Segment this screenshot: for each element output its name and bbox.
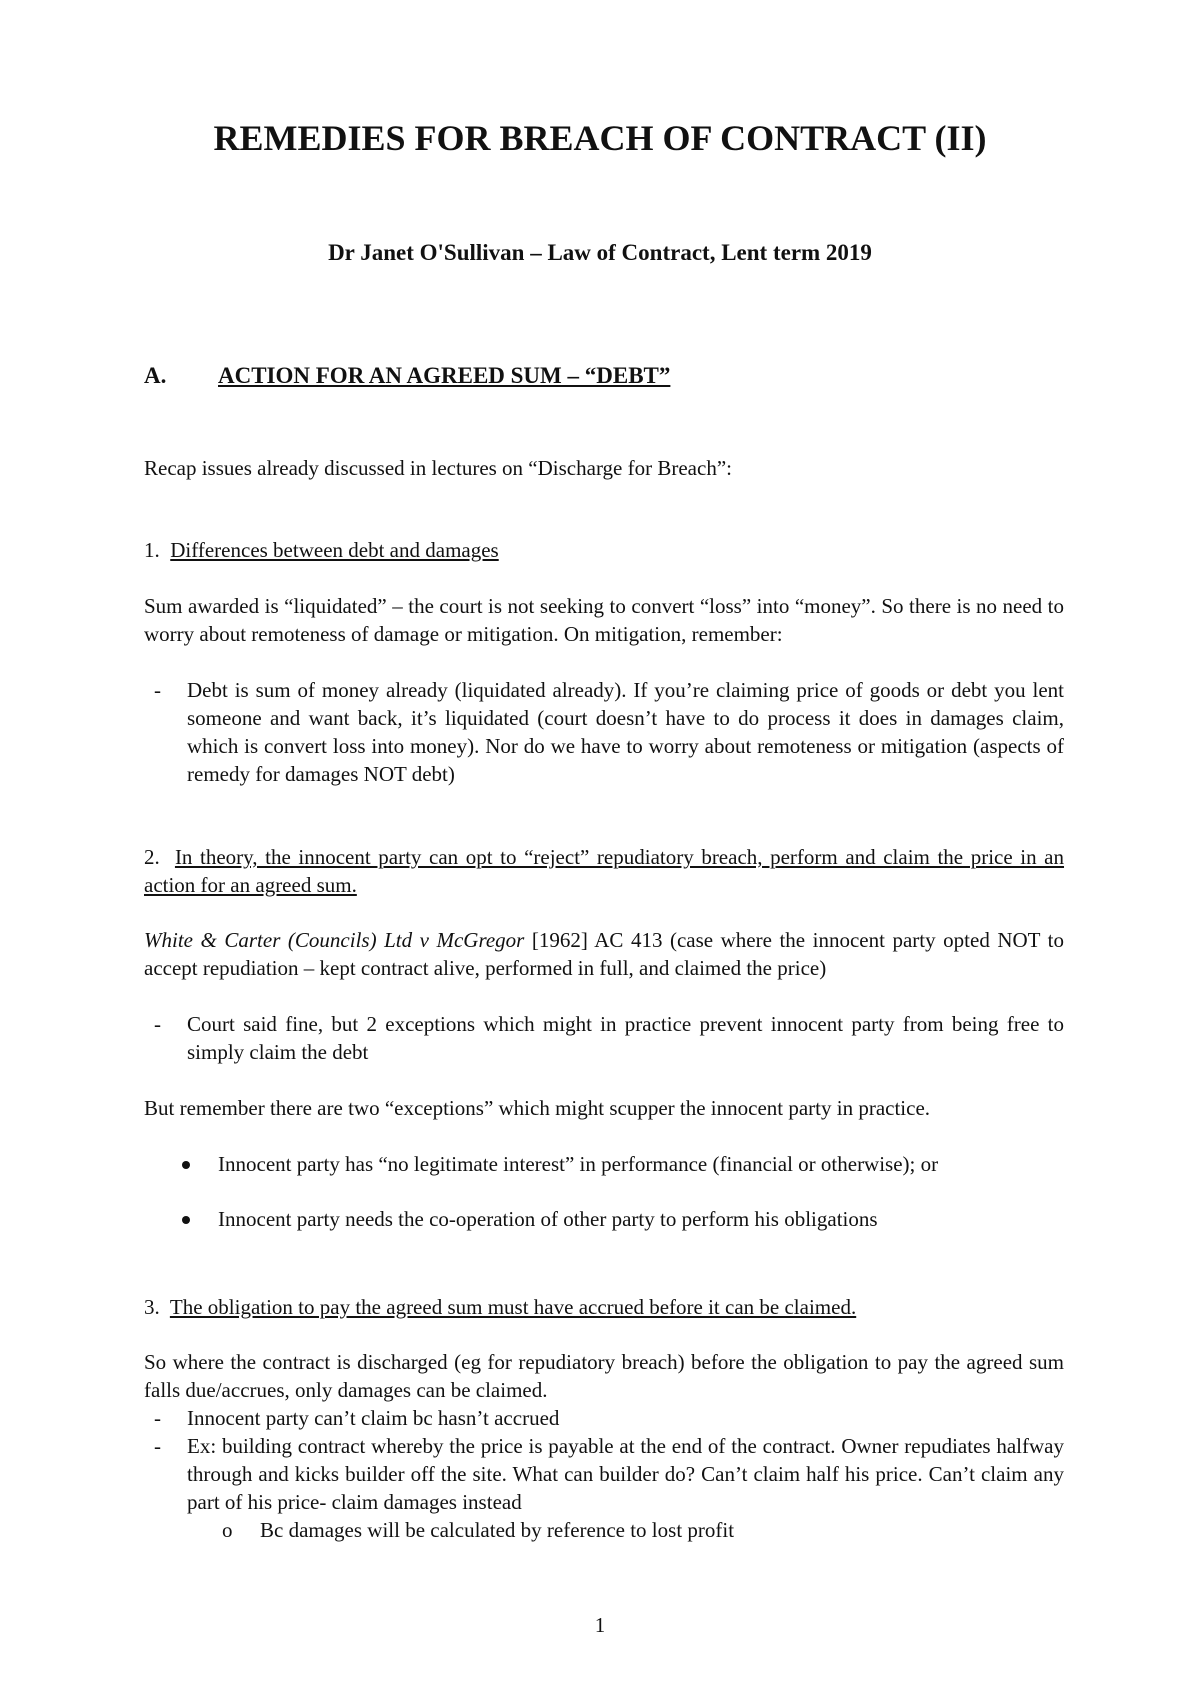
list-item: [144, 1010, 1064, 1066]
section-heading-text: ACTION FOR AN AGREED SUM – “DEBT”: [218, 363, 671, 388]
document-subtitle: Dr Janet O'Sullivan – Law of Contract, Lent term 2019: [328, 240, 872, 265]
case-paragraph: [144, 926, 1064, 982]
list-item: [144, 1432, 1064, 1516]
bullet-text: Innocent party has “no legitimate interest” in performance (financial or otherwise); or: [218, 1152, 939, 1176]
recap-paragraph: Recap issues already discussed in lectures on “Discharge for Breach”:: [144, 456, 732, 480]
bullet-icon: [182, 1161, 190, 1169]
point-heading-text: In theory, the innocent party can opt to “reject” repudiatory breach, perform and claim the price in an action for an agreed sum.: [144, 845, 1065, 897]
point-3-heading: [144, 1293, 1064, 1321]
remember-paragraph: But remember there are two “exceptions” which might scupper the innocent party in practice.: [144, 1096, 931, 1120]
case-name: White & Carter (Councils) Ltd v McGregor: [144, 928, 525, 952]
sub-list-item: [222, 1516, 1062, 1544]
point-heading-text: The obligation to pay the agreed sum must have accrued before it can be claimed.: [169, 1295, 857, 1319]
section-letter: A.: [144, 363, 167, 388]
section-a-heading: [144, 361, 670, 391]
list-item: [144, 676, 1064, 788]
list-item-text: Debt is sum of money already (liquidated already). If you’re claiming price of goods or debt you lent someone and want back, it’s liquidated (court doesn’t have to do process it does in damages claim, which is convert loss into money). Nor do we have to worry about remoteness or mitigation (aspects of remedy for damages NOT debt): [187, 678, 1064, 786]
point-3-body: So where the contract is discharged (eg for repudiatory breach) before the obligation to pay the agreed sum falls due/accrues, only damages can be claimed.: [144, 1350, 1064, 1402]
point-number: 1.: [144, 538, 160, 562]
dash-marker: -: [154, 1406, 161, 1430]
point-1-heading: [144, 536, 1064, 564]
list-item-text: Court said fine, but 2 exceptions which might in practice prevent innocent party from being free to simply claim the debt: [187, 1012, 1064, 1064]
dash-marker: -: [154, 1012, 161, 1036]
list-item-text: Innocent party can’t claim bc hasn’t accrued: [187, 1406, 560, 1430]
bullet-item: [180, 1205, 1060, 1233]
point-2-heading: [144, 843, 1064, 899]
document-title: REMEDIES FOR BREACH OF CONTRACT (II): [213, 118, 987, 158]
point-number: 2.: [144, 845, 160, 869]
point-1-body: Sum awarded is “liquidated” – the court is not seeking to convert “loss” into “money”. So there is no need to worry about remoteness of damage or mitigation. On mitigation, remember:: [144, 594, 1064, 646]
bullet-icon: [182, 1216, 190, 1224]
dash-marker: -: [154, 1434, 161, 1458]
sub-list-item-text: Bc damages will be calculated by reference to lost profit: [260, 1518, 735, 1542]
point-number: 3.: [144, 1295, 160, 1319]
dash-marker: -: [154, 678, 161, 702]
list-item: [144, 1404, 1064, 1432]
point-heading-text: Differences between debt and damages: [170, 538, 499, 562]
list-item-text: Ex: building contract whereby the price is payable at the end of the contract. Owner repudiates halfway through and kicks builder off the site. What can builder do? Can’t claim half his price. Can’t claim any part of his price- claim damages instead: [187, 1434, 1064, 1514]
case-citation-text: [1962] AC 413 (case where the innocent party opted NOT to accept repudiation – kept contract alive, performed in full, and claimed the price): [144, 928, 1064, 980]
bullet-item: [180, 1150, 1060, 1178]
page-number: 1: [594, 1613, 606, 1637]
circle-marker: o: [222, 1518, 233, 1542]
bullet-text: Innocent party needs the co-operation of other party to perform his obligations: [218, 1207, 878, 1231]
